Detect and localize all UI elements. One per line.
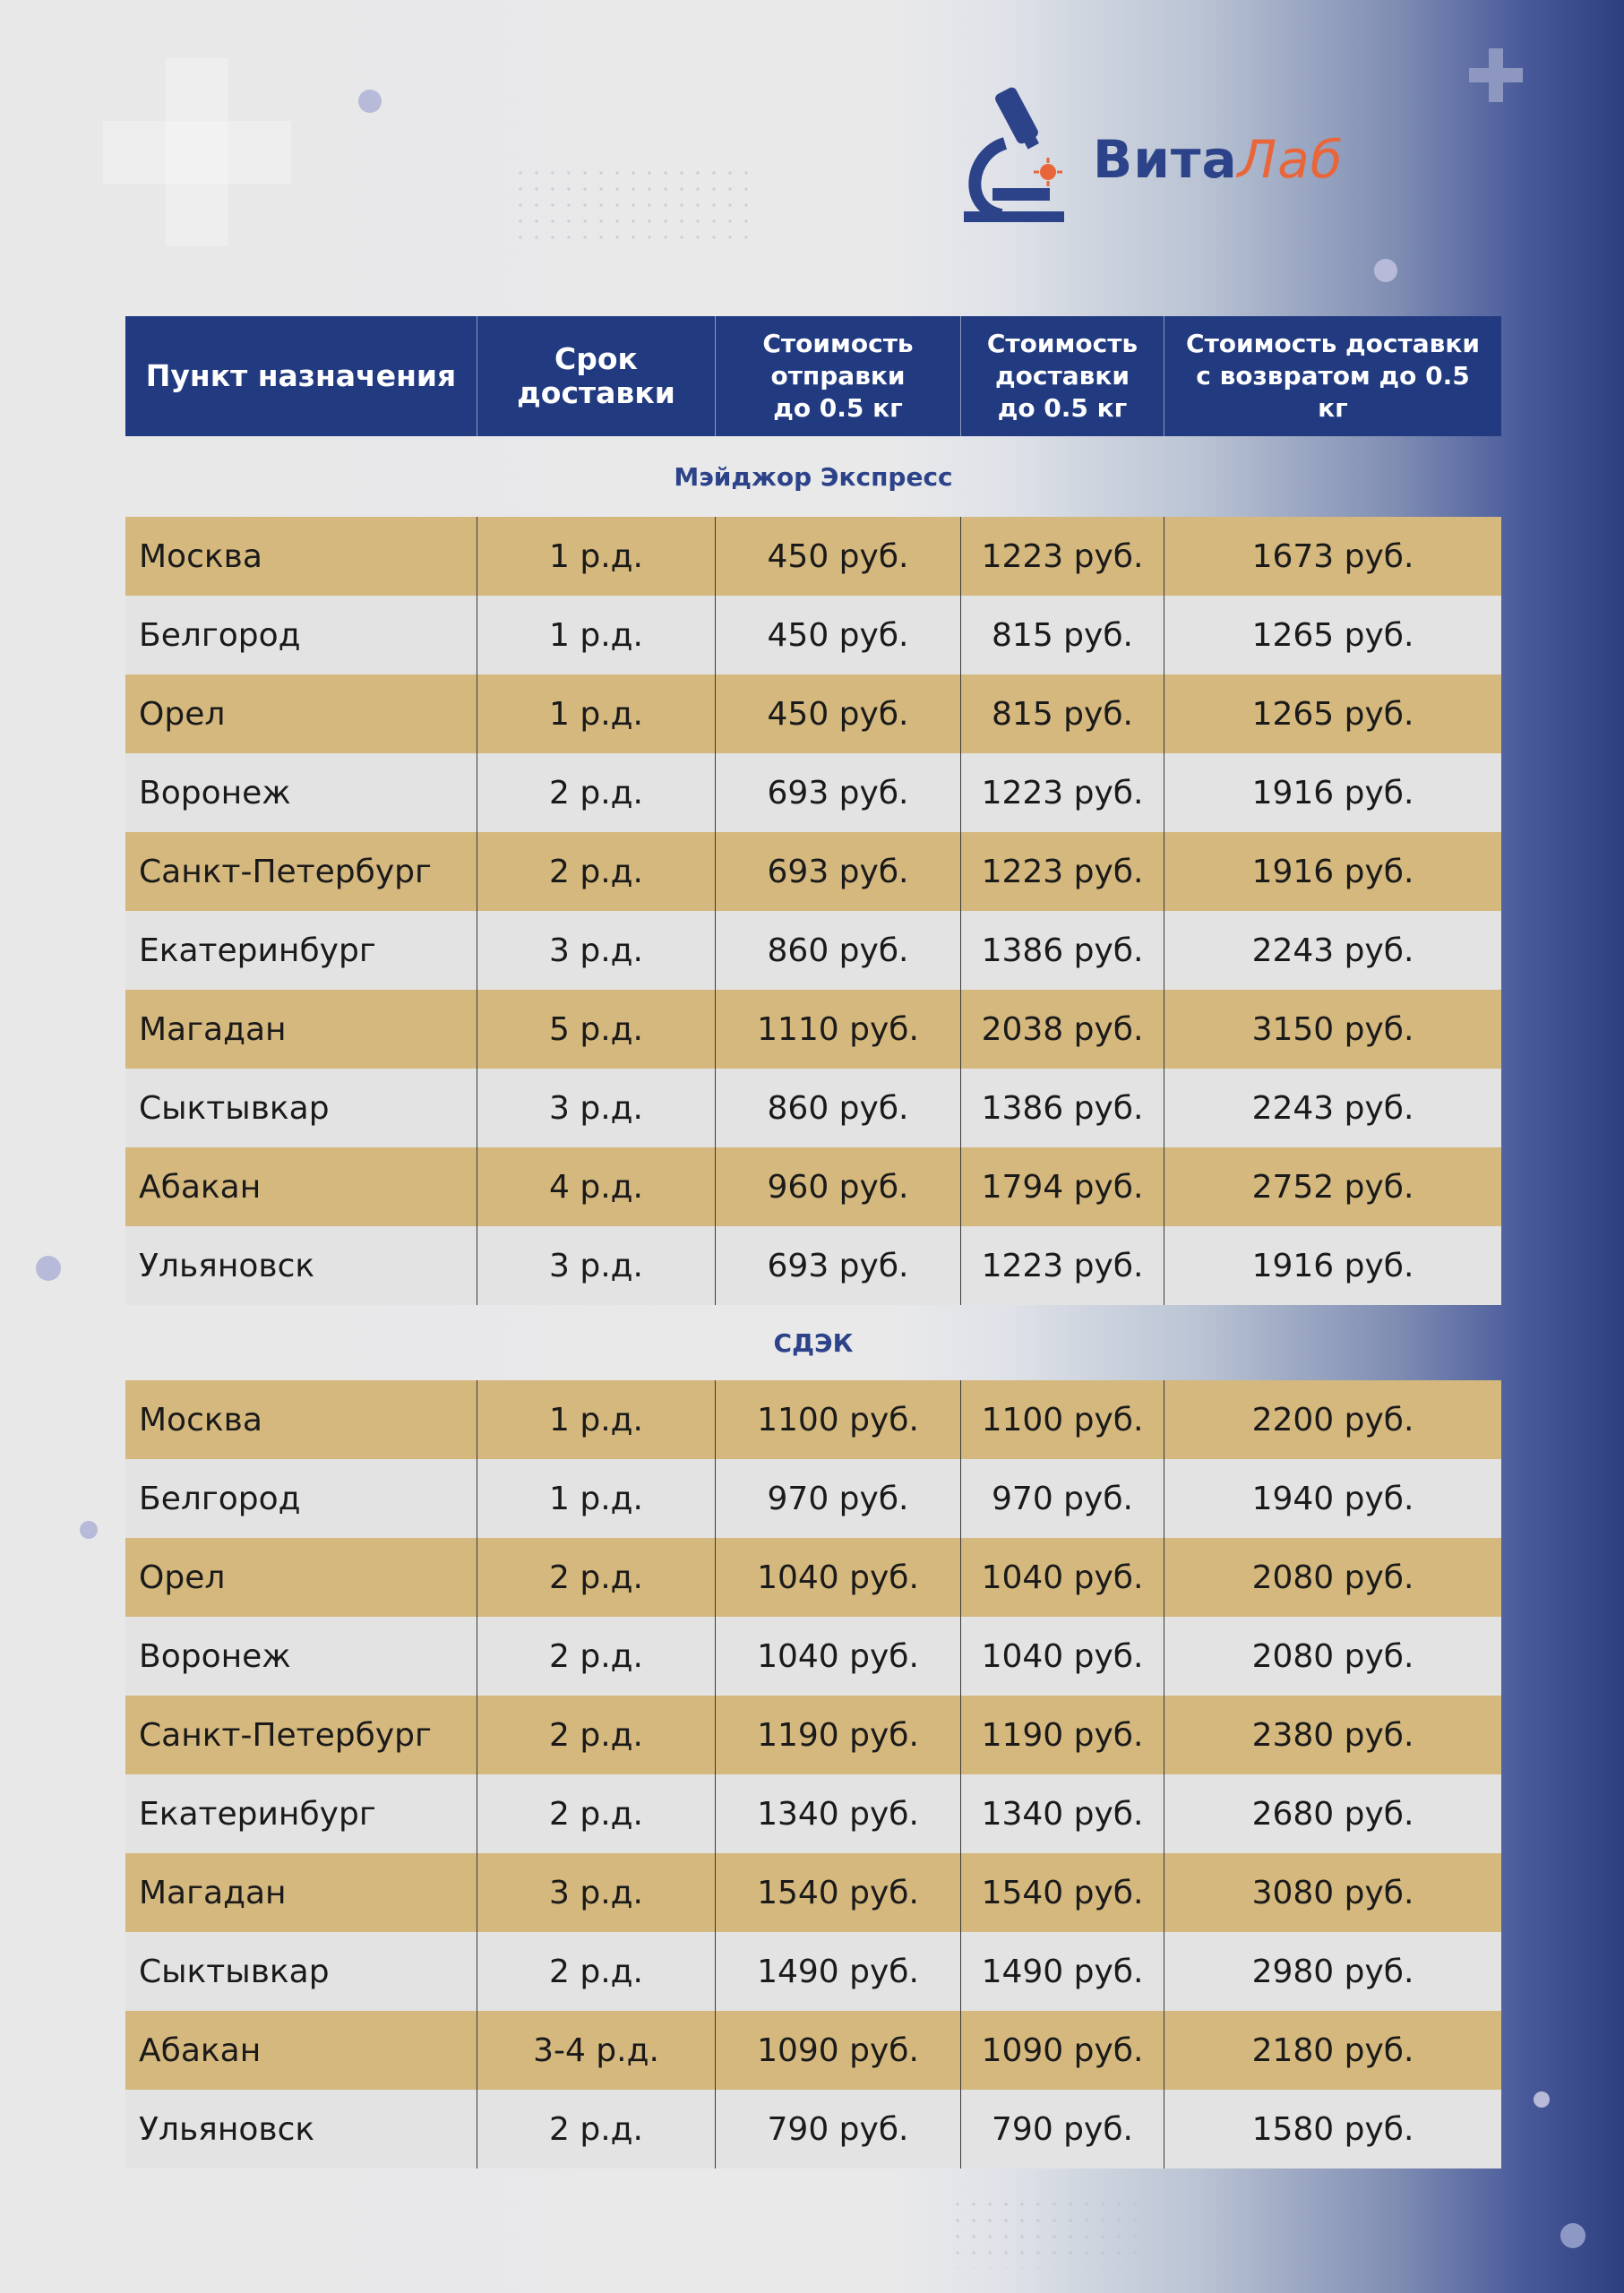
- header-destination: Пункт назначения: [125, 316, 477, 436]
- cell-delivery-time: 1 р.д.: [477, 674, 716, 753]
- cell-destination: Москва: [125, 517, 477, 596]
- cell-destination: Сыктывкар: [125, 1069, 477, 1147]
- table-row: [125, 1696, 1501, 1774]
- circle-decoration: [358, 90, 382, 113]
- cell-delivery-cost: 1386 руб.: [961, 911, 1164, 990]
- cell-destination: Орел: [125, 1538, 477, 1617]
- cell-destination: Белгород: [125, 596, 477, 674]
- cell-delivery-cost: 970 руб.: [961, 1459, 1164, 1538]
- cell-delivery-cost: 1540 руб.: [961, 1853, 1164, 1932]
- cell-send-cost: 970 руб.: [716, 1459, 961, 1538]
- cell-destination: Санкт-Петербург: [125, 1696, 477, 1774]
- cell-send-cost: 790 руб.: [716, 2090, 961, 2168]
- cell-delivery-time: 2 р.д.: [477, 2090, 716, 2168]
- cell-delivery-cost: 1223 руб.: [961, 517, 1164, 596]
- cell-send-cost: 450 руб.: [716, 517, 961, 596]
- cell-delivery-time: 5 р.д.: [477, 990, 716, 1069]
- cell-delivery-time: 3 р.д.: [477, 1069, 716, 1147]
- cell-destination: Абакан: [125, 1147, 477, 1226]
- cell-delivery-cost: 1386 руб.: [961, 1069, 1164, 1147]
- cell-delivery-cost: 1340 руб.: [961, 1774, 1164, 1853]
- cell-delivery-time: 2 р.д.: [477, 753, 716, 832]
- cell-return-cost: 2243 руб.: [1251, 1089, 1414, 1127]
- cell-return-cost: 2380 руб.: [1251, 1716, 1414, 1754]
- cell-delivery-time: 3 р.д.: [477, 911, 716, 990]
- table-row: [125, 674, 1501, 753]
- table-row: [125, 1853, 1501, 1932]
- cell-return-cost: 2680 руб.: [1251, 1795, 1414, 1833]
- cell-return-cost: 3150 руб.: [1251, 1010, 1414, 1048]
- cell-send-cost: 450 руб.: [716, 674, 961, 753]
- cell-send-cost: 1490 руб.: [716, 1932, 961, 2011]
- circle-decoration: [36, 1256, 61, 1281]
- cell-delivery-cost: 1090 руб.: [961, 2011, 1164, 2090]
- cell-delivery-time: 4 р.д.: [477, 1147, 716, 1226]
- header-delivery-cost: Стоимость доставки до 0.5 кг: [961, 316, 1164, 436]
- cell-destination: Воронеж: [125, 1617, 477, 1696]
- cell-delivery-cost: 815 руб.: [961, 596, 1164, 674]
- cell-destination: Санкт-Петербург: [125, 832, 477, 911]
- cell-return-cost: 2200 руб.: [1251, 1401, 1414, 1438]
- cell-return-cost: 1916 руб.: [1251, 774, 1414, 812]
- cell-return-cost: 1265 руб.: [1251, 695, 1414, 733]
- cell-delivery-cost: 790 руб.: [961, 2090, 1164, 2168]
- cell-send-cost: 1190 руб.: [716, 1696, 961, 1774]
- cell-delivery-cost: 1040 руб.: [961, 1538, 1164, 1617]
- cell-destination: Екатеринбург: [125, 911, 477, 990]
- cell-delivery-cost: 1794 руб.: [961, 1147, 1164, 1226]
- cell-return-cost: 1265 руб.: [1251, 616, 1414, 654]
- cell-send-cost: 693 руб.: [716, 1226, 961, 1305]
- cell-delivery-time: 1 р.д.: [477, 1459, 716, 1538]
- brand-name-part1: Вита: [1093, 129, 1238, 190]
- cell-send-cost: 693 руб.: [716, 753, 961, 832]
- cell-delivery-time: 3 р.д.: [477, 1226, 716, 1305]
- table-row: [125, 1617, 1501, 1696]
- cell-send-cost: 1040 руб.: [716, 1617, 961, 1696]
- table-row: [125, 1069, 1501, 1147]
- table-row: [125, 1147, 1501, 1226]
- cell-send-cost: 860 руб.: [716, 911, 961, 990]
- cell-return-cost: 2180 руб.: [1251, 2031, 1414, 2069]
- cell-destination: Екатеринбург: [125, 1774, 477, 1853]
- table-row: [125, 2011, 1501, 2090]
- table-row: [125, 832, 1501, 911]
- table-row: [125, 1380, 1501, 1459]
- cell-delivery-time: 1 р.д.: [477, 596, 716, 674]
- section-major-express: [125, 517, 1501, 1305]
- delivery-price-table: [125, 316, 1501, 2168]
- table-row: [125, 1774, 1501, 1853]
- cell-delivery-time: 2 р.д.: [477, 832, 716, 911]
- cell-return-cost: 1916 руб.: [1251, 1247, 1414, 1284]
- cell-delivery-time: 3 р.д.: [477, 1853, 716, 1932]
- cell-delivery-cost: 1223 руб.: [961, 753, 1164, 832]
- cell-delivery-cost: 1223 руб.: [961, 832, 1164, 911]
- cell-destination: Сыктывкар: [125, 1932, 477, 2011]
- cell-delivery-cost: 1190 руб.: [961, 1696, 1164, 1774]
- plus-icon: [103, 58, 291, 246]
- cell-return-cost: 2243 руб.: [1251, 932, 1414, 969]
- cell-send-cost: 693 руб.: [716, 832, 961, 911]
- table-row: [125, 1226, 1501, 1305]
- header-delivery-time: Срок доставки: [477, 316, 716, 436]
- brand-name-part2: Лаб: [1237, 129, 1344, 190]
- cell-delivery-time: 3-4 р.д.: [477, 2011, 716, 2090]
- cell-destination: Москва: [125, 1380, 477, 1459]
- circle-decoration: [1534, 2091, 1550, 2108]
- cell-destination: Магадан: [125, 1853, 477, 1932]
- table-row: [125, 596, 1501, 674]
- cell-destination: Орел: [125, 674, 477, 753]
- cell-delivery-time: 2 р.д.: [477, 1617, 716, 1696]
- circle-decoration: [1560, 2223, 1585, 2248]
- header-send-cost: Стоимость отправки до 0.5 кг: [716, 316, 961, 436]
- table-row: [125, 990, 1501, 1069]
- table-row: [125, 753, 1501, 832]
- cell-delivery-cost: 815 руб.: [961, 674, 1164, 753]
- cell-return-cost: 1580 руб.: [1251, 2110, 1414, 2148]
- header-return-cost: Стоимость доставки с возвратом до 0.5 кг: [1186, 329, 1480, 423]
- cell-delivery-time: 1 р.д.: [477, 517, 716, 596]
- table-row: [125, 1459, 1501, 1538]
- cell-return-cost: 3080 руб.: [1251, 1874, 1414, 1911]
- cell-delivery-cost: 1100 руб.: [961, 1380, 1164, 1459]
- plus-icon: [1469, 48, 1523, 102]
- cell-destination: Абакан: [125, 2011, 477, 2090]
- cell-send-cost: 960 руб.: [716, 1147, 961, 1226]
- cell-return-cost: 2752 руб.: [1251, 1168, 1414, 1206]
- table-row: [125, 517, 1501, 596]
- table-header: [125, 316, 1501, 436]
- cell-return-cost: 1916 руб.: [1251, 853, 1414, 890]
- cell-destination: Магадан: [125, 990, 477, 1069]
- table-row: [125, 911, 1501, 990]
- cell-delivery-cost: 1040 руб.: [961, 1617, 1164, 1696]
- vitalab-logo: [958, 82, 1388, 235]
- cell-destination: Воронеж: [125, 753, 477, 832]
- dot-grid-decoration: [512, 165, 754, 245]
- cell-send-cost: 1110 руб.: [716, 990, 961, 1069]
- brand-name: [1093, 129, 1344, 190]
- cell-send-cost: 860 руб.: [716, 1069, 961, 1147]
- cell-send-cost: 1540 руб.: [716, 1853, 961, 1932]
- circle-decoration: [80, 1521, 98, 1539]
- cell-return-cost: 2080 руб.: [1251, 1637, 1414, 1675]
- section-title: СДЭК: [773, 1327, 854, 1358]
- cell-delivery-time: 2 р.д.: [477, 1774, 716, 1853]
- cell-send-cost: 1100 руб.: [716, 1380, 961, 1459]
- cell-delivery-cost: 1223 руб.: [961, 1226, 1164, 1305]
- table-row: [125, 1932, 1501, 2011]
- section-title: Мэйджор Экспресс: [674, 461, 953, 492]
- cell-return-cost: 2980 руб.: [1251, 1953, 1414, 1990]
- section-cdek: [125, 1380, 1501, 2168]
- cell-return-cost: 1940 руб.: [1251, 1480, 1414, 1517]
- cell-return-cost: 2080 руб.: [1251, 1559, 1414, 1596]
- cell-send-cost: 1090 руб.: [716, 2011, 961, 2090]
- cell-delivery-time: 2 р.д.: [477, 1538, 716, 1617]
- dot-grid-decoration: [949, 2196, 1147, 2268]
- cell-delivery-time: 2 р.д.: [477, 1696, 716, 1774]
- cell-destination: Белгород: [125, 1459, 477, 1538]
- circle-decoration: [1374, 259, 1397, 282]
- table-row: [125, 1538, 1501, 1617]
- table-row: [125, 2090, 1501, 2168]
- cell-delivery-time: 2 р.д.: [477, 1932, 716, 2011]
- cell-return-cost: 1673 руб.: [1251, 537, 1414, 575]
- microscope-icon: [958, 82, 1093, 235]
- cell-destination: Ульяновск: [125, 2090, 477, 2168]
- cell-send-cost: 1340 руб.: [716, 1774, 961, 1853]
- cell-delivery-cost: 1490 руб.: [961, 1932, 1164, 2011]
- cell-delivery-time: 1 р.д.: [477, 1380, 716, 1459]
- cell-destination: Ульяновск: [125, 1226, 477, 1305]
- cell-send-cost: 1040 руб.: [716, 1538, 961, 1617]
- cell-send-cost: 450 руб.: [716, 596, 961, 674]
- cell-delivery-cost: 2038 руб.: [961, 990, 1164, 1069]
